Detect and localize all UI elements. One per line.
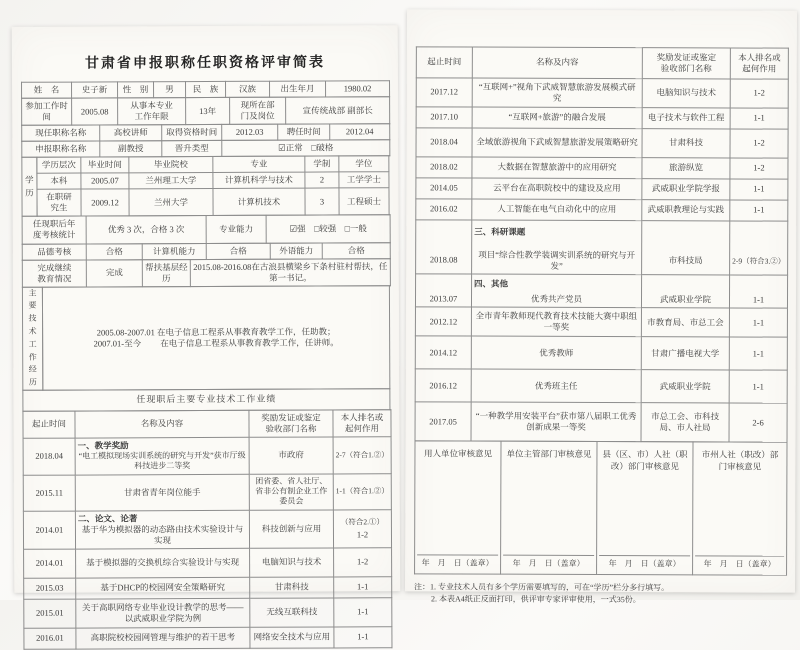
note-line-1: 注：1. 专业技术人员有多个学历需要填写的，可在“学历”栏分多行填写。 (413, 582, 670, 593)
edu-cell: 计算机科学与技术 (213, 172, 305, 188)
table-row (416, 78, 788, 108)
row-content: 优秀教师 (471, 336, 641, 370)
row-content: 高职院校校园网管理与维护的若干思考 (76, 627, 250, 649)
row-content: “互联网+旅游”的融合发展 (472, 107, 642, 129)
row-group: 三、科研课题 (474, 226, 526, 237)
row-rank: 1-1 (334, 577, 392, 598)
row-rank: 1-1 (729, 337, 787, 370)
years-value: 13年 (186, 97, 230, 124)
row-group-rank: （符合2.①） (340, 517, 385, 527)
dept-label: 现所在部 门及岗位 (230, 97, 286, 124)
achv-h-content: 名称及内容 (75, 410, 249, 438)
row-group: 四、其他 (474, 278, 509, 289)
review-col-supervisor (501, 441, 597, 574)
table-row (23, 437, 391, 475)
table-row (415, 336, 787, 370)
achievements-table-p2 (415, 46, 789, 442)
qualification-time-value: 2012.03 (222, 124, 278, 140)
education-table (36, 155, 389, 217)
row-rank: 1-2 (356, 529, 369, 540)
edu-cell: 兰州大学 (129, 189, 213, 216)
row-dept: 电脑知识与技术 (642, 79, 730, 108)
name-value: 史子新 (72, 82, 118, 98)
qualification-time-label: 取得资格时间 (162, 125, 222, 141)
row-dept: 市科技局 (642, 221, 730, 275)
education-row-master (37, 188, 389, 217)
review-date-line: 年 月 日（盖章） (695, 555, 784, 573)
annual-value: 优秀 3 次，合格 3 次 (86, 216, 206, 244)
promotion-type-checkboxes: ☑正常 □破格 (222, 140, 390, 157)
row-time: 2016.02 (416, 199, 472, 220)
row-content: 基于DHCP的校园网安全策略研究 (76, 577, 250, 599)
row-time: 2016.01 (24, 628, 76, 649)
work-history-table (42, 285, 390, 391)
achievements-header-row (416, 47, 788, 79)
row-rank: 1-1（符合1.②） (333, 473, 391, 509)
row-content: 基于华为模拟器的动态路由技术实验设计与实现 (81, 523, 244, 546)
row-content: 基于模拟器的交换机综合实验设计与实现 (76, 548, 250, 578)
row-rank: 2-9（符合3.②） (730, 221, 788, 275)
row-dept: 市政府 (249, 437, 333, 474)
row-time: 2014.01 (24, 549, 76, 578)
row-dept: 甘肃科技 (642, 129, 730, 158)
review-date-line: 年 月 日（盖章） (599, 555, 690, 573)
row-time: 2014.12 (415, 336, 471, 369)
row-rank: 2-7（符合1.②） (333, 437, 391, 474)
review-date-line: 年 月 日（盖章） (417, 554, 498, 572)
birth-value: 1980.02 (326, 81, 390, 97)
review-col-county (597, 442, 693, 575)
grassroots-label: 帮扶基层经历 (142, 259, 190, 286)
row-time: 2014.01 (23, 511, 75, 549)
grassroots-value: 2015.08-2016.08在古浪县横梁乡下条村驻村帮扶，任第一书记。 (190, 258, 390, 286)
row-content: 全市青年教师现代教育技术技能大赛中职组一等奖 (471, 307, 641, 337)
row-rank: 1-1 (729, 308, 787, 337)
row-time: 2018.04 (416, 128, 472, 157)
continuing-education-row (22, 258, 391, 288)
row-content: “互联网+”视角下武威智慧旅游发展模式研究 (472, 78, 642, 108)
row-time: 2012.12 (415, 307, 471, 336)
promotion-type-label: 晋升类型 (162, 141, 222, 157)
row-content: “电工模拟现场实训系统的研究与开发”获市厅级科技进步二等奖 (78, 450, 246, 471)
row-time: 2018.08 (416, 220, 472, 274)
row-dept: 武威职业学院学报 (642, 179, 730, 200)
work-history-line: 2005.08-2007.01 在电子信息工程系从事教育教学工作，任助教； (96, 326, 336, 338)
row-dept: 无线互联科技 (250, 598, 334, 627)
edu-h-major: 专业 (213, 156, 305, 172)
table-row (416, 178, 788, 200)
moral-label: 品德考核 (22, 244, 86, 260)
row-content: 全域旅游视角下武威智慧旅游发展策略研究 (472, 128, 642, 158)
row-rank: 1-1 (334, 627, 392, 648)
review-title: 县（区、市）人社（职改）部门审核意见 (602, 449, 688, 471)
row-rank: 1-2 (730, 129, 788, 158)
review-title: 市州人社（职改）部门审核意见 (701, 449, 779, 472)
years-label: 从事本专业 工作年限 (118, 98, 186, 125)
row-rank: 2-6 (729, 403, 787, 442)
table-row (415, 369, 787, 403)
achievements-table-p1 (22, 409, 392, 650)
apply-title-value: 副教授 (100, 141, 162, 157)
table-row (415, 402, 787, 442)
education-band (21, 155, 389, 217)
row-rank: 1-1 (730, 200, 788, 221)
row-group: 一、教学奖励 (77, 440, 129, 451)
table-row (416, 128, 788, 158)
row-rank: 1-1 (334, 598, 392, 627)
annual-label: 任现职后年 度考核统计 (22, 216, 86, 243)
edu-cell: 工程硕士 (339, 188, 389, 215)
continuing-label: 完成继续 教育情况 (22, 260, 86, 287)
hire-time-value: 2012.04 (330, 124, 390, 140)
row-dept: 武威职教理论与实践 (642, 200, 730, 221)
section-title-text: 任现职后主要专业技术工作业绩 (23, 389, 390, 411)
birth-label: 出生年月 (270, 81, 326, 97)
row-dept: 甘肃科技 (250, 577, 334, 598)
work-history-side-label: 主要技术工作经历 (22, 286, 43, 390)
achv-h-dept: 奖励发证或鉴定 验收部门名称 (249, 410, 333, 437)
row-time: 2014.05 (416, 178, 472, 199)
apply-title-label: 申报职称名称 (22, 141, 100, 157)
table-row (24, 627, 392, 650)
work-start-value: 2005.08 (72, 98, 118, 125)
row-content: 大数据在智慧旅游中的应用研究 (472, 157, 642, 179)
row-time: 2018.02 (416, 157, 472, 178)
computer-label: 计算机能力 (142, 243, 206, 259)
row-time: 2015.01 (24, 599, 76, 628)
work-start-label: 参加工作时间 (22, 98, 72, 125)
ethnic-value: 汉族 (226, 81, 270, 97)
language-value: 合格 (322, 242, 390, 258)
edu-h-school: 毕业院校 (129, 157, 213, 173)
edu-h-degree: 学位 (339, 156, 389, 172)
ability-label: 专业能力 (206, 216, 266, 243)
form-notes (414, 581, 786, 606)
edu-cell: 兰州理工大学 (129, 173, 213, 189)
table-row (24, 598, 392, 629)
review-title: 用人单位审核意见 (423, 448, 492, 459)
edu-cell: 计算机技术 (213, 188, 305, 215)
note-line-2: 2. 本表A4纸正反面打印，供评审专家评审使用，一式35份。 (430, 594, 641, 605)
row-dept: 网络安全技术与应用 (250, 627, 334, 648)
row-rank: 1-1 (729, 275, 787, 308)
row-time: 2015.11 (23, 475, 75, 511)
row-dept: 旅游纵览 (642, 158, 730, 179)
basic-info-row2 (21, 96, 390, 126)
table-row (415, 307, 787, 337)
row-time: 2017.05 (415, 402, 471, 441)
edu-cell: 3 (305, 188, 339, 215)
education-side-label: 学历 (21, 157, 37, 217)
table-row (416, 220, 788, 275)
row-time: 2016.12 (415, 369, 471, 402)
achv-h-content: 名称及内容 (472, 47, 642, 79)
work-history-line: 2007.01-至今 在电子信息工程系从事教育教学工作，任讲师。 (93, 337, 339, 349)
edu-cell: 2009.12 (81, 189, 129, 216)
gender-label: 性 别 (118, 82, 154, 98)
achv-h-time: 起止时间 (23, 411, 75, 438)
row-content: 甘肃省青年岗位能手 (75, 474, 249, 511)
row-rank: 1-1 (729, 370, 787, 403)
table-row (416, 107, 788, 129)
row-content: 云平台在高职院校中的建设及应用 (472, 178, 642, 200)
row-time: 2013.07 (415, 274, 471, 307)
language-label: 外语能力 (270, 243, 322, 259)
achv-h-rank: 本人排名或 起何作用 (333, 409, 391, 436)
table-row (24, 577, 392, 600)
row-dept: 武威职业学院 (641, 275, 729, 308)
achievements-section-title (22, 388, 390, 411)
review-col-city (693, 442, 787, 575)
row-dept: 团省委、省人社厅、省非公有制企业工作委员会 (249, 474, 333, 511)
computer-value: 合格 (206, 243, 270, 259)
row-rank: 1-1 (730, 108, 788, 129)
moral-value: 合格 (86, 243, 142, 259)
edu-h-time: 毕业时间 (81, 157, 129, 173)
review-col-employer (415, 441, 501, 574)
education-row-bachelor (37, 172, 389, 190)
row-dept: 电脑知识与技术 (250, 548, 334, 577)
row-rank: 1-1 (730, 179, 788, 200)
table-row (416, 157, 788, 179)
row-content: 关于高职网络专业毕业设计教学的思考——以武威职业学院为例 (76, 598, 250, 628)
row-time: 2017.10 (416, 107, 472, 128)
row-dept: 市教育局、市总工会 (641, 308, 729, 337)
row-dept: 武威职业学院 (641, 370, 729, 403)
review-date-line: 年 月 日（盖章） (503, 554, 594, 572)
row-rank: 1-2 (730, 79, 788, 108)
edu-h-level: 学历层次 (37, 157, 81, 173)
current-title-label: 现任职称名称 (22, 125, 100, 141)
table-row (23, 473, 391, 511)
dept-value: 宣传统战部 副部长 (286, 97, 390, 125)
row-time: 2018.04 (23, 438, 75, 475)
page-title: 甘肃省申报职称任职资格评审简表 (84, 55, 325, 72)
row-group: 二、论文、论著 (77, 513, 138, 524)
review-title: 单位主管部门审核意见 (506, 448, 592, 460)
name-label: 姓 名 (22, 82, 72, 98)
edu-cell: 2005.07 (81, 173, 129, 189)
work-history-band (22, 285, 390, 391)
current-title-value: 高校讲师 (100, 125, 162, 141)
row-dept: 市总工会、市科技局、市人社局 (641, 403, 729, 442)
education-header-row (37, 156, 389, 174)
row-dept: 甘肃广播电视大学 (641, 337, 729, 370)
hire-time-label: 聘任时间 (278, 124, 330, 140)
row-rank: 1-2 (334, 548, 392, 577)
ability-checkboxes: ☑强 □较强 □一般 (266, 215, 390, 243)
row-content: 优秀班主任 (471, 369, 641, 403)
form-page-2 (405, 9, 797, 605)
edu-h-duration: 学制 (305, 156, 339, 172)
gender-value: 男 (154, 82, 186, 98)
review-opinions-table (414, 440, 787, 575)
table-row (416, 199, 788, 221)
annual-assessment-row (22, 215, 391, 245)
edu-cell: 本科 (37, 173, 81, 189)
edu-cell: 2 (305, 172, 339, 188)
edu-cell: 工学学士 (339, 172, 389, 188)
row-time: 2015.03 (24, 578, 76, 599)
continuing-value: 完成 (86, 259, 142, 286)
edu-cell: 在职研 究生 (37, 189, 81, 216)
achv-h-rank: 本人排名或 起何作用 (730, 48, 788, 79)
achv-h-time: 起止时间 (416, 47, 472, 78)
row-content: 优秀共产党员 (530, 293, 583, 304)
achievements-header-row (23, 409, 391, 438)
table-row (24, 548, 392, 579)
achv-h-dept: 奖励发证或鉴定 验收部门名称 (642, 48, 730, 79)
row-content: 项目“综合性教学装调实训系统的研究与开发” (478, 249, 636, 271)
row-dept: 电子技术与软件工程 (642, 108, 730, 129)
row-content: “一种教学用安装平台”获市第八届职工优秀创新成果一等奖 (471, 402, 641, 442)
form-page-1 (12, 25, 400, 644)
row-time: 2017.12 (416, 78, 472, 107)
table-row (415, 274, 787, 308)
ethnic-label: 民 族 (186, 81, 226, 97)
row-content: 人工智能在电气自动化中的应用 (472, 199, 642, 221)
table-row (23, 510, 391, 550)
row-rank: 1-2 (730, 158, 788, 179)
row-dept: 科技创新与应用 (249, 510, 333, 549)
